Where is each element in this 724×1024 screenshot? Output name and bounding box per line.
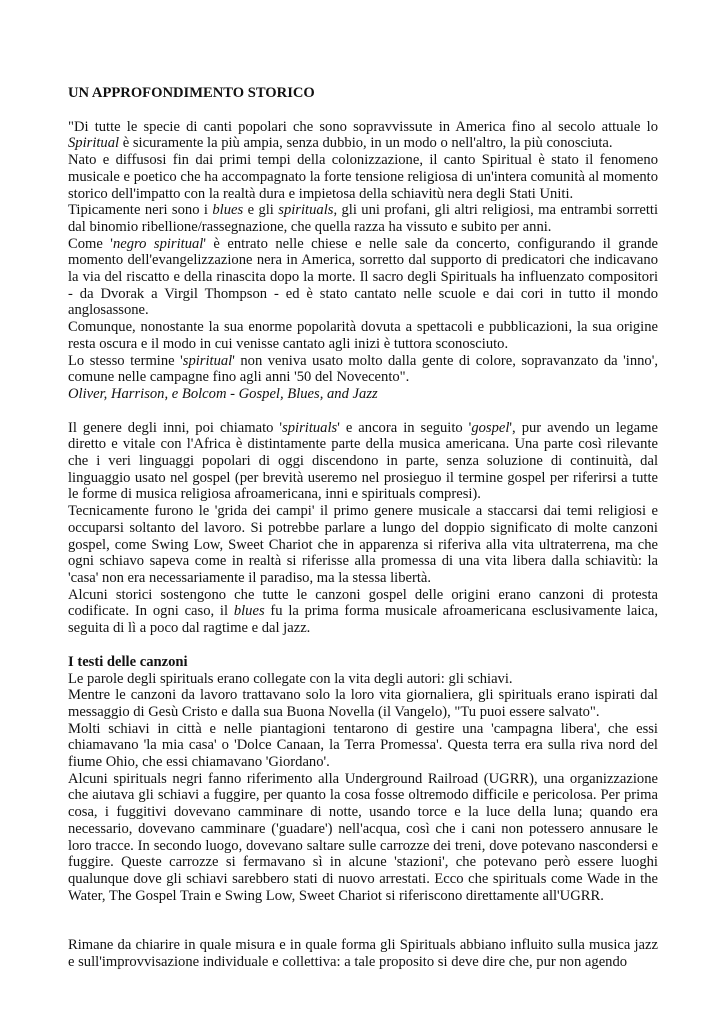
text-run: ' è entrato nelle chiese e nelle sale da concerto, configurando il grande momento dell'evangelizzazione nera in America, sorretto dal supporto di predicatori che indicavano la via del riscatto e della rinascita dopo la morte. Il sacro degli Spirituals ha influenzato compositori - da Dvorak a Virgil Thompson - ed è stato cantato nelle scuole e dai cori in tutto il mondo anglosassone. [68, 235, 658, 319]
italic-text-run: blues [233, 603, 265, 620]
text-run: Comunque, nonostante la sua enorme popolarità dovuta a spettacoli e pubblicazioni, la sua origine resta oscura e il modo in cui venisse cantato agli inizi è tuttora sconosciuto. [68, 319, 658, 352]
italic-text-run: Oliver, Harrison, e Bolcom - Gospel, Blues, and Jazz [68, 385, 378, 402]
paragraph [68, 420, 658, 504]
italic-text-run: spiritual [182, 352, 233, 369]
paragraph [68, 771, 658, 905]
paragraph [68, 587, 658, 637]
paragraph [68, 721, 658, 771]
text-run: Molti schiavi in città e nelle piantagioni tentarono di gestire una 'campagna libera', che essi chiamavano 'la mia casa' o 'Dolce Canaan, la Terra Promessa'. Questa terra era sulla riva nord del fiume Ohio, che essi chiamavano 'Giordano'. [68, 720, 658, 771]
text-run: Lo stesso termine ' [68, 352, 183, 369]
text-run: Le parole degli spirituals erano collegate con la vita degli autori: gli schiavi. [68, 670, 513, 687]
paragraph [68, 687, 658, 720]
text-run: Rimane da chiarire in quale misura e in quale forma gli Spirituals abbiano influito sulla musica jazz e sull'improvvisazione individuale e collettiva: a tale proposito si deve dire che, pur non agendo [68, 937, 658, 971]
paragraph [68, 353, 658, 386]
section-jazz-influence [68, 937, 658, 970]
text-run: ' e ancora in seguito ' [337, 419, 472, 436]
section-heading-lyrics: I testi delle canzoni [68, 653, 188, 670]
document-title: UN APPROFONDIMENTO STORICO [68, 85, 315, 101]
italic-text-run: spirituals [282, 419, 338, 436]
paragraph [68, 671, 658, 688]
italic-text-run: gospel [471, 419, 510, 436]
text-run: è sicuramente la più ampia, senza dubbio, in un modo o nell'altro, la più conosciuta. [119, 135, 613, 152]
italic-text-run: spirituals [278, 202, 334, 219]
text-run: Il genere degli inni, poi chiamato ' [68, 419, 283, 436]
text-run: Mentre le canzoni da lavoro trattavano solo la loro vita giornaliera, gli spirituals erano ispirati dal messaggio di Gesù Cristo e dalla sua Buona Novella (il Vangelo), "Tu puoi essere salvato". [68, 687, 658, 720]
text-run: ' non veniva usato molto dalla gente di colore, sopravanzato da 'inno', comune nelle campagne fino agli anni '50 del Novecento". [68, 352, 658, 386]
text-run: Alcuni storici sostengono che tutte le canzoni gospel delle origini erano canzoni di protesta codificate. In ogni caso, il [68, 586, 658, 620]
section-gospel-history [68, 420, 658, 637]
text-run: Come ' [68, 235, 113, 252]
paragraph [68, 152, 658, 202]
paragraph [68, 503, 658, 587]
text-run: ', pur avendo un legame diretto e vitale con l'Africa è distintamente parte della musica americana. Una parte così rilevante che i veri linguaggi popolari di oggi discendono in parte, senza soluzione di continuità, dal linguaggio usato nel gospel (per brevità useremo nel prosieguo il termine gospel per riferirsi a tutte le forme di musica religiosa afroamericana, inni e spirituals compresi). [68, 419, 658, 503]
italic-text-run: blues [212, 202, 244, 219]
text-run: fu la prima forma musicale afroamericana esclusivamente laica, seguita di lì a poco dal ragtime e dal jazz. [68, 603, 658, 637]
text-run: e gli [243, 202, 279, 219]
text-run: Alcuni spirituals negri fanno riferimento alla Underground Railroad (UGRR), una organizzazione che aiutava gli schiavi a fuggire, per quanto la cosa fosse oltremodo difficile e pericolosa. Per prima cosa, i fuggitivi dovevano camminare di notte, usando torce e la luce della luna; quando era necessario, dovevano camminare ('guadare') nell'acqua, così che i cani non potessero annusare le loro tracce. In secondo luogo, dovevano saltare sulle carrozze dei treni, dove potevano nascondersi e fuggire. Queste carrozze si fermavano sì in alcune 'stazioni', che potevano però essere luoghi qualunque dove gli schiavi sarebbero stati di nuovo arrestati. Ecco che spirituals come Wade in the Water, The Gospel Train e Swing Low, Sweet Chariot si riferiscono direttamente all'UGRR. [68, 770, 658, 904]
italic-text-run: negro spiritual [112, 235, 204, 252]
text-run: Tecnicamente furono le 'grida dei campi' il primo genere musicale a staccarsi dai temi religiosi e occuparsi soltanto del lavoro. Si potrebbe parlare a lungo del doppio significato di molte canzoni gospel, come Swing Low, Sweet Chariot che in apparenza si riferiva alla vita ultraterrena, ma che ogni schiavo sapeva come in realtà si riferisse alla promessa di una vita libera dalla schiavitù: la 'casa' non era necessariamente il paradiso, ma la stessa libertà. [68, 503, 658, 586]
paragraph [68, 202, 658, 235]
paragraph [68, 236, 658, 320]
paragraph [68, 937, 658, 970]
text-run: Nato e diffusosi fin dai primi tempi della colonizzazione, il canto Spiritual è stato il fenomeno musicale e poetico che ha accompagnato la forte tensione religiosa di un'intera comunità al momento storico dell'impatto con la realtà dura e impietosa della schiavitù nera degli Stati Uniti. [68, 152, 658, 202]
text-run: "Di tutte le specie di canti popolari che sono sopravvissute in America fino al secolo attuale lo [68, 118, 658, 135]
italic-text-run: Spiritual [68, 135, 120, 152]
paragraph [68, 119, 658, 152]
text-run: Tipicamente neri sono i [68, 202, 213, 219]
text-run: , gli uni profani, gli altri religiosi, ma entrambi sorretti dal binomio ribellione/rassegnazione, che quella razza ha vissuto e subito per anni. [68, 202, 658, 235]
section-quote [68, 119, 658, 403]
paragraph [68, 319, 658, 352]
section-lyrics [68, 671, 658, 905]
document-page [68, 85, 658, 971]
paragraph [68, 386, 658, 403]
